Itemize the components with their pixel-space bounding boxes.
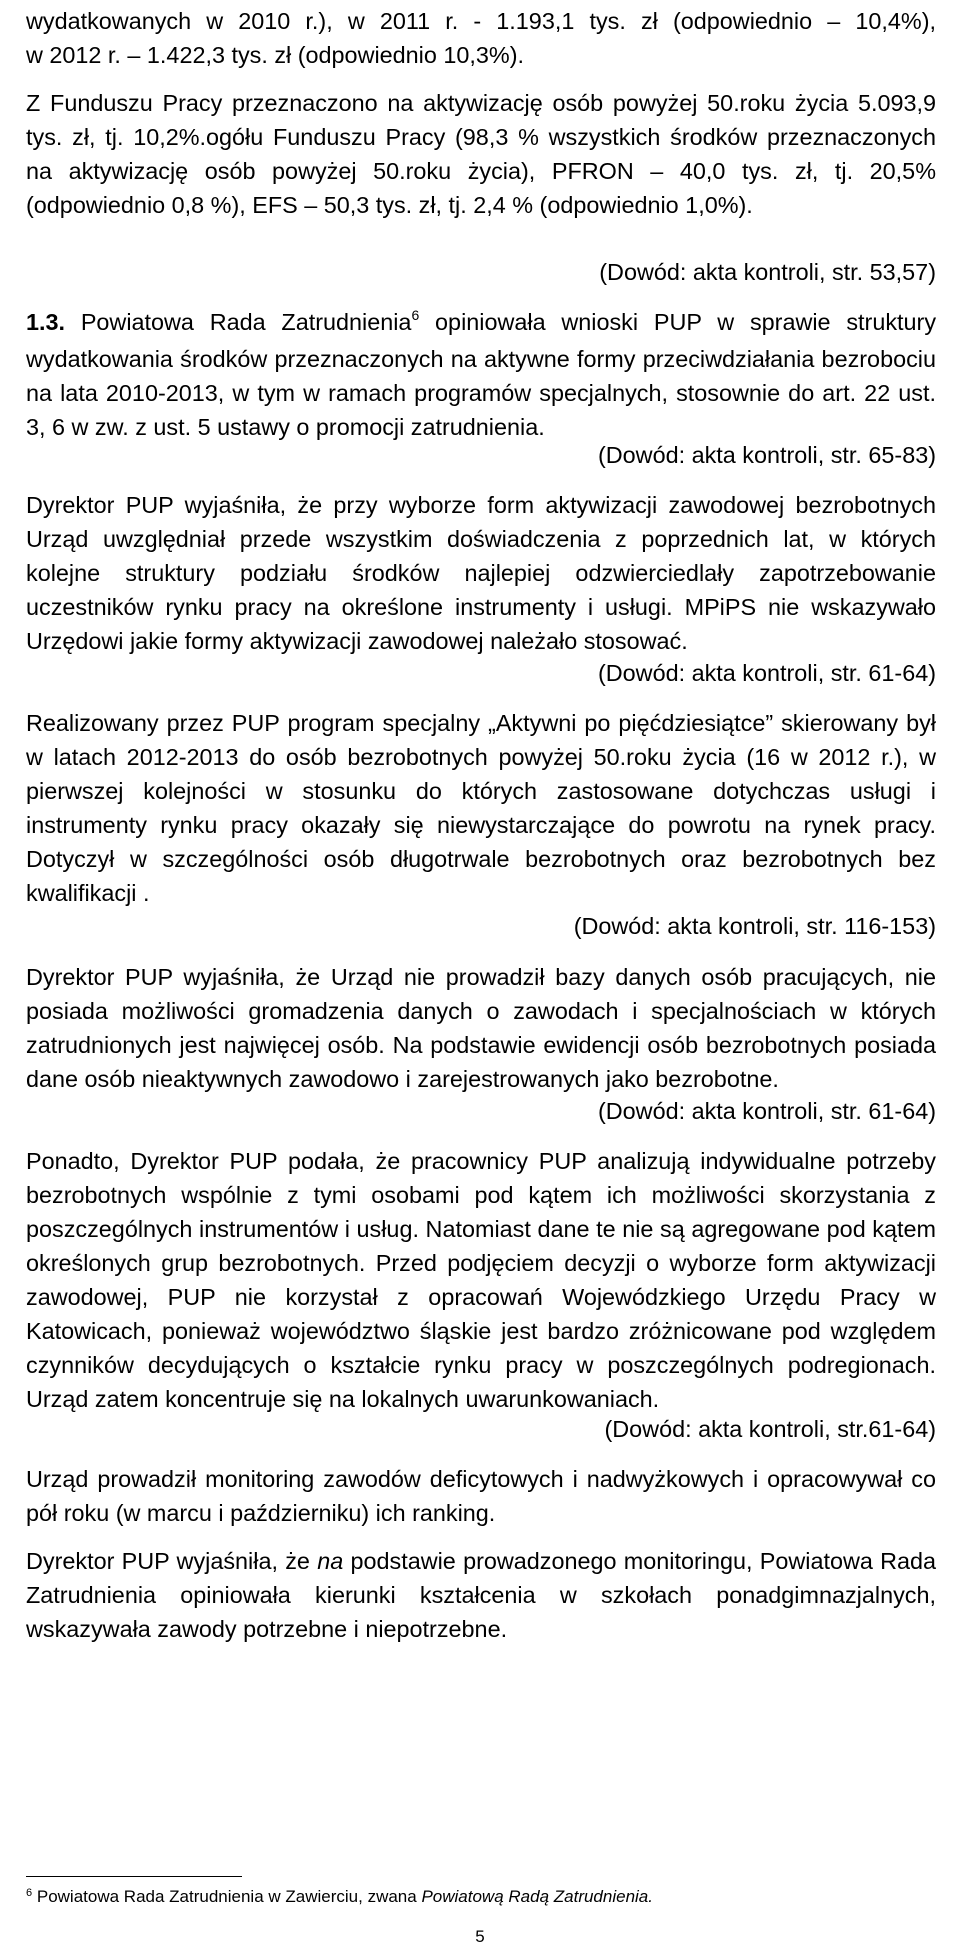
footnote-text: Powiatowa Rada Zatrudnienia w Zawierciu, zwana — [36, 1887, 417, 1906]
footnote-reference: 6 — [411, 307, 420, 323]
section-number: 1.3. — [26, 309, 66, 335]
intro-line-1: wydatkowanych w 2010 r.), w 2011 r. - 1.193,1 tys. zł (odpowiednio – 10,4%), — [26, 8, 936, 34]
evidence-citation: (Dowód: akta kontroli, str.61-64) — [604, 1416, 936, 1442]
section-1-3-paragraph — [26, 305, 936, 444]
paragraph-italic-word: na — [317, 1548, 344, 1574]
special-program-paragraph: Realizowany przez PUP program specjalny „Aktywni po pięćdziesiątce” skierowany był w latach 2012-2013 do osób bezrobotnych powyżej 50.roku życia (16 w 2012 r.), w pierwszej kolejności w stosunku do których zastosowane dotychczas usługi i instrumenty rynku pracy okazały się niewystarczające do powrotu na rynek pracy. Dotyczył w szczególności osób długotrwale bezrobotnych oraz bezrobotnych bez kwalifikacji . — [26, 710, 936, 906]
monitoring-paragraph: Urząd prowadził monitoring zawodów deficytowych i nadwyżkowych i opracowywał co pół roku (w marcu i październiku) ich ranking. — [26, 1466, 936, 1526]
individual-needs-paragraph: Ponadto, Dyrektor PUP podała, że pracownicy PUP analizują indywidualne potrzeby bezrobotnych wspólnie z tymi osobami pod kątem ich możliwości skorzystania z poszczególnych instrumentów i usług. Natomiast dane te nie są agregowane pod kątem określonych grup bezrobotnych. Przed podjęciem decyzji o wyborze form aktywizacji zawodowej, PUP nie korzystał z opracowań Wojewódzkiego Urzędu Pracy w Katowicach, ponieważ województwo śląskie jest bardzo zróżnicowane pod względem czynników decydujących o kształcie rynku pracy w poszczególnych podregionach. Urząd zatem koncentruje się na lokalnych uwarunkowaniach. — [26, 1148, 936, 1412]
section-body-rest: opiniowała wnioski PUP w sprawie struktury wydatkowania środków przeznaczonych na aktywne formy przeciwdziałania bezrobociu na lata 2010-2013, w tym w ramach programów specjalnych, stosownie do art. 22 ust. 3, 6 w zw. z ust. 5 ustawy o promocji zatrudnienia. — [26, 309, 937, 440]
footnote-mark: 6 — [26, 1887, 33, 1899]
director-explanation-paragraph: Dyrektor PUP wyjaśniła, że przy wyborze form aktywizacji zawodowej bezrobotnych Urząd uwzględniał przede wszystkim doświadczenia z poprzednich lat, w których kolejne struktury podziału środków najlepiej odzwierciedlały zapotrzebowanie uczestników rynku pracy na określone instrumenty i usługi. MPiPS nie wskazywało Urzędowi jakie formy aktywizacji zawodowej należało stosować. — [26, 492, 936, 654]
labor-fund-paragraph: Z Funduszu Pracy przeznaczono na aktywizację osób powyżej 50.roku życia 5.093,9 tys. zł, tj. 10,2%.ogółu Funduszu Pracy (98,3 % wszystkich środków przeznaczonych na aktywizację osób powyżej 50.roku życia), PFRON – 40,0 tys. zł, tj. 20,5% (odpowiednio 0,8 %), EFS – 50,3 tys. zł, tj. 2,4 % (odpowiednio 1,0%). — [26, 90, 936, 218]
director-database-paragraph: Dyrektor PUP wyjaśniła, że Urząd nie prowadził bazy danych osób pracujących, nie posiada możliwości gromadzenia danych o zawodach i specjalnościach w których zatrudnionych jest najwięcej osób. Na podstawie ewidencji osób bezrobotnych posiada dane osób nieaktywnych zawodowo i zarejestrowanych jako bezrobotne. — [26, 964, 936, 1092]
paragraph-text-before: Dyrektor PUP wyjaśniła, że — [26, 1548, 310, 1574]
evidence-citation: (Dowód: akta kontroli, str. 61-64) — [597, 660, 936, 686]
section-body-start: Powiatowa Rada Zatrudnienia — [80, 309, 412, 335]
evidence-citation: (Dowód: akta kontroli, str. 53,57) — [599, 259, 936, 285]
evidence-citation: (Dowód: akta kontroli, str. 65-83) — [597, 442, 936, 468]
footnote-italic-text: Powiatową Radą Zatrudnienia. — [421, 1887, 653, 1906]
paragraph-text-after: podstawie prowadzonego monitoringu, Powiatowa Rada Zatrudnienia opiniowała kierunki kształcenia w szkołach ponadgimnazjalnych, wskazywała zawody potrzebne i niepotrzebne. — [26, 1548, 937, 1642]
footnote-divider — [26, 1876, 242, 1877]
intro-paragraph — [26, 4, 936, 72]
intro-line-2: w 2012 r. – 1.422,3 tys. zł (odpowiednio 10,3%). — [26, 42, 524, 68]
evidence-citation: (Dowód: akta kontroli, str. 61-64) — [597, 1098, 936, 1124]
director-monitoring-paragraph — [26, 1544, 936, 1646]
page-number: 5 — [475, 1927, 485, 1946]
evidence-citation: (Dowód: akta kontroli, str. 116-153) — [573, 913, 936, 939]
footnote — [26, 1886, 936, 1910]
